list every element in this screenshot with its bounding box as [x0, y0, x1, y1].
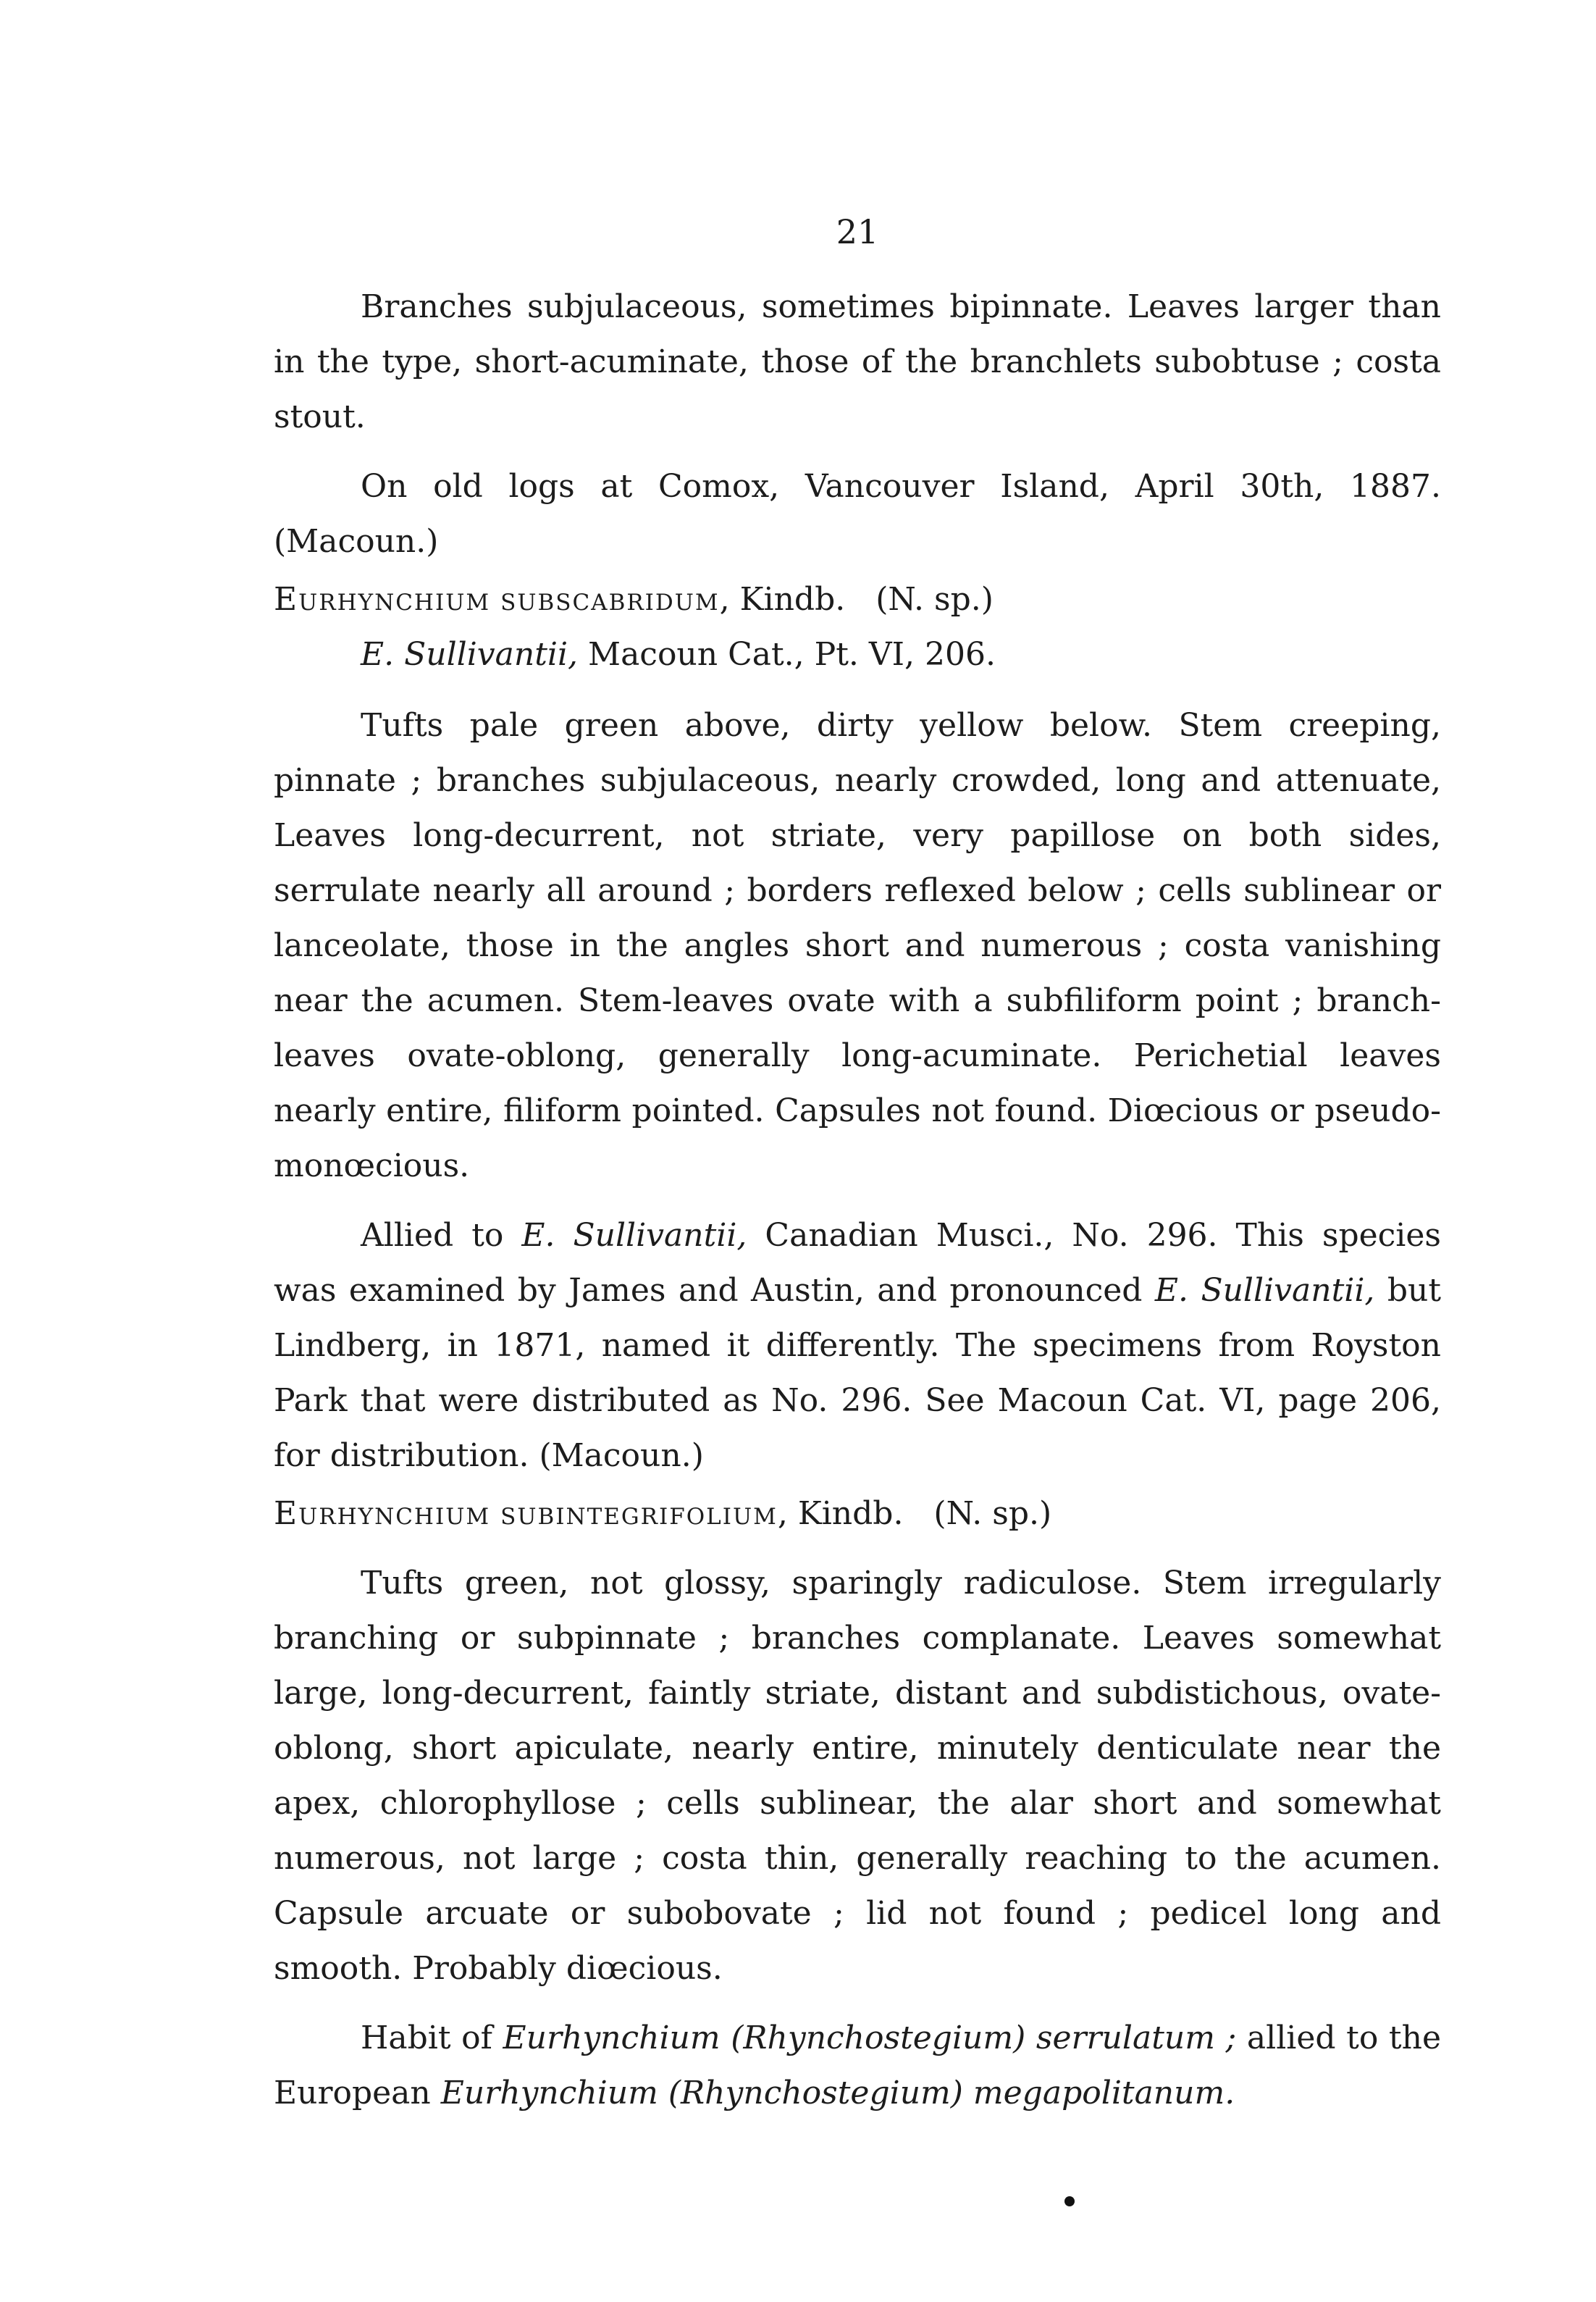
ink-dot-mark	[1064, 2196, 1075, 2206]
habit-species-name: Eurhynchium (Rhynchostegium) megapolitanum.	[440, 2075, 1235, 2111]
species-epithet: subscabridum	[500, 581, 720, 618]
remark-text: but Lindberg, in 1871, named it differently. The specimens from Royston Park that were distributed as No. 296. See Macoun Cat. VI, page 206, for distribution. (Macoun.)	[274, 1272, 1442, 1474]
species-epithet: subintegrifolium	[500, 1495, 778, 1532]
species-synonym	[274, 627, 1441, 682]
species-remark-subscabridum	[274, 1208, 1441, 1483]
page-number: 21	[836, 212, 879, 251]
synonym-reference: Macoun Cat., Pt. VI, 206.	[578, 636, 996, 673]
remark-species-name: E. Sullivantii,	[521, 1217, 747, 1254]
habit-species-name: Eurhynchium (Rhynchostegium) serrulatum ;	[503, 2020, 1237, 2056]
species-note: (N. sp.)	[933, 1495, 1052, 1532]
remark-text: Canadian Musci., No. 296. This species was examined by James and Austin, and pronounced	[274, 1217, 1441, 1309]
synonym-name: E. Sullivantii,	[361, 636, 579, 673]
paragraph-locality: On old logs at Comox, Vancouver Island, April 30th, 1887. (Macoun.)	[274, 468, 1441, 560]
habit-text: allied to the European	[274, 2020, 1441, 2111]
species-authority: , Kindb.	[777, 1495, 904, 1532]
species-heading-subscabridum	[274, 572, 1441, 627]
species-description-subintegrifolium: Tufts green, not glossy, sparingly radiculose. Stem irregularly branching or subpinnate ; branches complanate. Leaves somewhat large, long-decurrent, faintly striate, distant and subdistichous, ovate-oblong, short apiculate, nearly entire, minutely denticulate near the apex, chlorophyllose ; cells sublinear, the alar short and somewhat numerous, not large ; costa thin, generally reaching to the acumen. Capsule arcuate or subobovate ; lid not found ; pedicel long and smooth. Probably diœcious.	[274, 1565, 1441, 1987]
remark-text: Allied to	[361, 1217, 522, 1254]
species-description-subscabridum: Tufts pale green above, dirty yellow below. Stem creeping, pinnate ; branches subjulaceous, nearly crowded, long and attenuate, Leaves long-decurrent, not striate, very papillose on both sides, serrulate nearly all around ; borders reflexed below ; cells sublinear or lanceolate, those in the angles short and numerous ; costa vanishing near the acumen. Stem-leaves ovate with a subfiliform point ; branch-leaves ovate-oblong, generally long-acuminate. Perichetial leaves nearly entire, filiform pointed. Capsules not found. Diœcious or pseudo-monœcious.	[274, 707, 1441, 1184]
remark-species-name: E. Sullivantii,	[1154, 1272, 1375, 1309]
species-genus: Eurhynchium	[274, 1495, 491, 1532]
habit-text: Habit of	[361, 2020, 503, 2056]
document-page	[274, 210, 1441, 2135]
species-heading-subintegrifolium	[274, 1486, 1441, 1541]
species-note: (N. sp.)	[875, 581, 994, 618]
species-genus: Eurhynchium	[274, 581, 491, 618]
species-habit-subintegrifolium	[274, 2011, 1441, 2121]
paragraph-variety-description: Branches subjulaceous, sometimes bipinnate. Leaves larger than in the type, short-acuminate, those of the branchlets subobtuse ; costa stout.	[274, 288, 1441, 435]
species-authority: , Kindb.	[719, 581, 846, 618]
